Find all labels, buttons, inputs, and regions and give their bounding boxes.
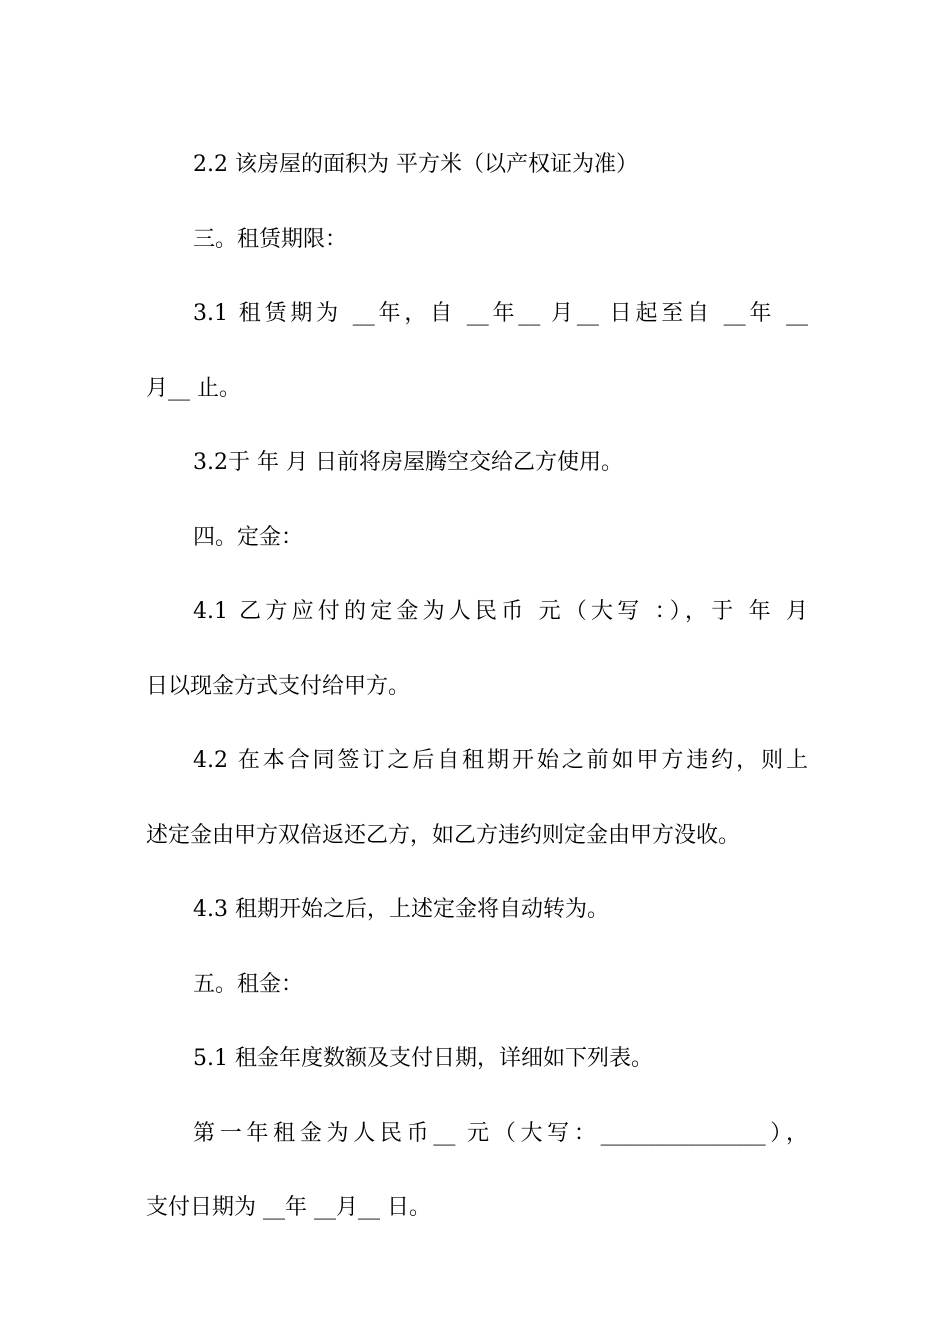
clause-4-1-line-1: 4.1 乙方应付的定金为人民币 元（大写 ：），于 年 月 xyxy=(193,599,808,624)
first-year-rent-line-2: 支付日期为 __年 __月__ 日。 xyxy=(146,1195,431,1220)
clause-3-1-line-2: 月__ 止。 xyxy=(146,375,241,401)
clause-2-2: 2.2 该房屋的面积为 平方米（以产权证为准） xyxy=(193,152,638,177)
clause-5-1: 5.1 租金年度数额及支付日期，详细如下列表。 xyxy=(193,1046,653,1071)
section-3-heading: 三。租赁期限： xyxy=(193,226,348,252)
section-4-heading: 四。定金： xyxy=(193,524,304,550)
section-5-heading: 五。租金： xyxy=(193,971,304,997)
clause-4-2-line-1: 4.2 在本合同签订之后自租期开始之前如甲方违约，则上 xyxy=(193,748,808,773)
first-year-rent-line-1: 第一年租金为人民币__ 元（大写：_______________）， xyxy=(193,1120,808,1146)
document-body xyxy=(146,128,808,1246)
clause-4-1-line-2: 日以现金方式支付给甲方。 xyxy=(146,673,411,699)
clause-4-3: 4.3 租期开始之后，上述定金将自动转为。 xyxy=(193,897,609,922)
clause-3-1-line-1: 3.1 租赁期为 __年，自 __年__ 月__ 日起至自 __年 __ xyxy=(193,301,808,326)
clause-3-2: 3.2于 年 月 日前将房屋腾空交给乙方使用。 xyxy=(193,450,623,475)
clause-4-2-line-2: 述定金由甲方双倍返还乙方，如乙方违约则定金由甲方没收。 xyxy=(146,822,741,848)
